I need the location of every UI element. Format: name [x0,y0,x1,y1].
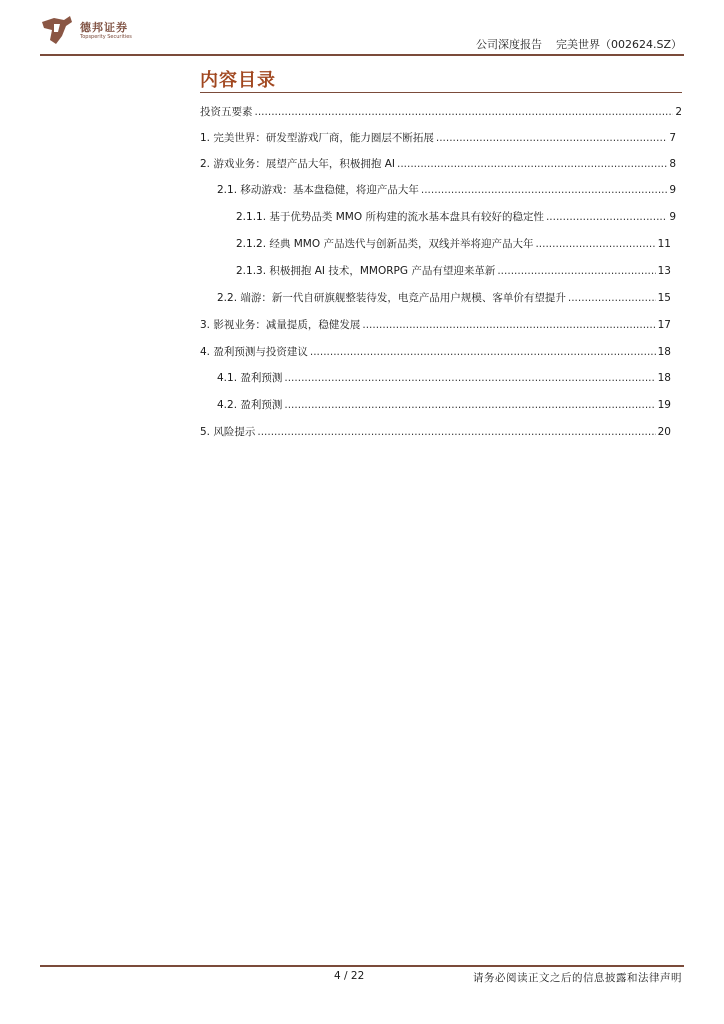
toc-entry[interactable] [236,236,671,252]
report-title: 公司深度报告 完美世界（002624.SZ） [476,38,682,51]
toc-entry-page: 8 [669,158,676,170]
toc-entry-title: 1. 完美世界：研发型游戏厂商，能力圈层不断拓展 [200,132,434,144]
toc-entry[interactable] [217,397,671,413]
company-logo [40,14,132,48]
header-divider [40,54,684,56]
toc-entry-title: 4.2. 盈利预测 [217,399,283,411]
toc-entry-page: 17 [657,319,671,331]
toc-entry[interactable] [200,104,682,120]
toc-entry-title: 投资五要素 [200,106,253,118]
disclaimer-note: 请务必阅读正文之后的信息披露和法律声明 [473,972,682,984]
logo-text-cn: 德邦证券 [80,21,128,34]
page-number: 4 / 22 [334,970,365,982]
toc-leader-dots [257,424,655,440]
toc-entry-page: 7 [669,132,676,144]
toc-leader-dots [436,130,667,146]
toc-entry[interactable] [200,344,671,360]
toc-entry-page: 2 [675,106,682,118]
toc-entry-title: 2.1.3. 积极拥抱 AI 技术，MMORPG 产品有望迎来革新 [236,265,496,277]
toc-entry-title: 2.1.1. 基于优势品类 MMO 所构建的流水基本盘具有较好的稳定性 [236,211,544,223]
toc-entry-page: 20 [657,426,671,438]
toc-entry-title: 4.1. 盈利预测 [217,372,283,384]
toc-leader-dots [284,370,655,386]
toc-entry-page: 19 [657,399,671,411]
toc-entry-title: 2. 游戏业务：展望产品大年，积极拥抱 AI [200,158,395,170]
toc-entry-title: 5. 风险提示 [200,426,256,438]
toc-entry-title: 2.2. 端游：新一代自研旗舰整装待发，电竞产品用户规模、客单价有望提升 [217,292,566,304]
toc-leader-dots [310,344,656,360]
toc-entry-title: 2.1. 移动游戏：基本盘稳健，将迎产品大年 [217,184,419,196]
toc-leader-dots [546,209,667,225]
footer-divider [40,965,684,967]
toc-leader-dots [535,236,655,252]
toc-entry[interactable] [236,263,671,279]
toc-entry-title: 4. 盈利预测与投资建议 [200,346,308,358]
toc-entry[interactable] [200,424,671,440]
toc-entry[interactable] [200,130,676,146]
toc-leader-dots [397,156,667,172]
toc-entry[interactable] [200,317,671,333]
logo-icon [40,14,76,48]
toc-entry-page: 18 [657,372,671,384]
toc-heading-divider [200,92,682,93]
toc-entry-page: 9 [669,211,676,223]
toc-entry-page: 13 [657,265,671,277]
toc-entry[interactable] [217,182,676,198]
toc-leader-dots [255,104,674,120]
toc-entry-page: 11 [657,238,671,250]
toc-entry-title: 3. 影视业务：减量提质，稳健发展 [200,319,361,331]
toc-leader-dots [284,397,655,413]
toc-entry[interactable] [236,209,676,225]
toc-heading: 内容目录 [200,70,276,91]
toc-entry-page: 15 [657,292,671,304]
toc-leader-dots [568,290,656,306]
toc-entry[interactable] [217,370,671,386]
toc-leader-dots [497,263,655,279]
logo-text-en: Topsperity Securities [80,34,132,40]
toc-entry[interactable] [217,290,671,306]
toc-leader-dots [362,317,655,333]
toc-entry-title: 2.1.2. 经典 MMO 产品迭代与创新品类，双线并举将迎产品大年 [236,238,534,250]
toc-entry[interactable] [200,156,676,172]
toc-entry-page: 18 [657,346,671,358]
toc-leader-dots [421,182,667,198]
toc-entry-page: 9 [669,184,676,196]
